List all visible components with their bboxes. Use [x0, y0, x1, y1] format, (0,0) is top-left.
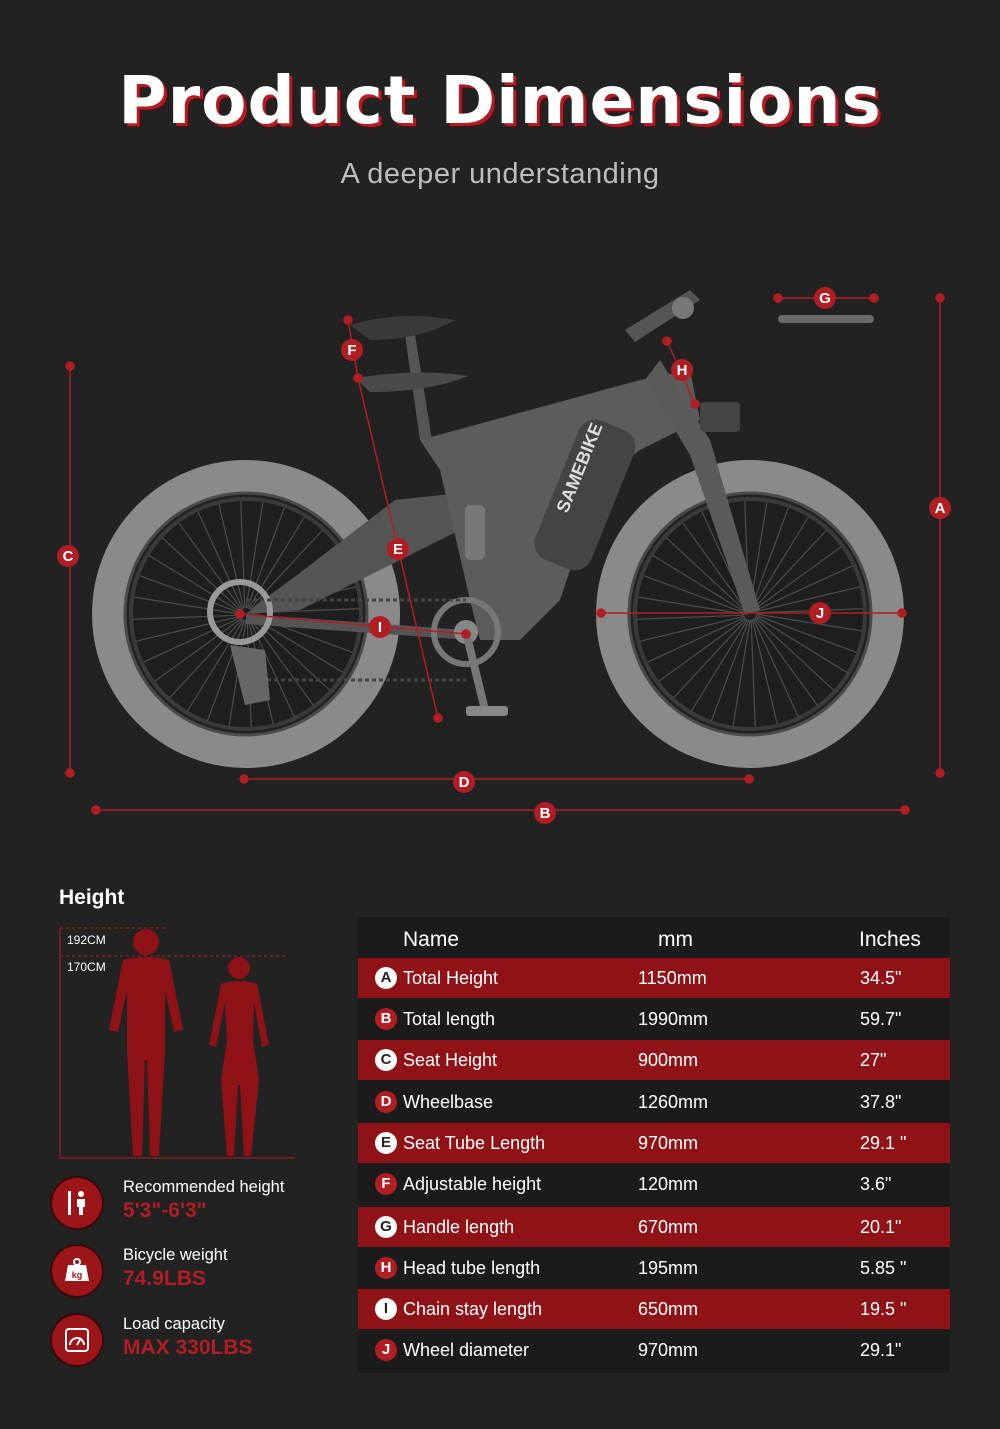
row-inches: 34.5": [860, 968, 902, 988]
svg-text:D: D: [458, 774, 470, 791]
row-name: Wheel diameter: [403, 1340, 530, 1360]
row-key-badge: J: [375, 1339, 397, 1361]
row-inches: 29.1 ": [860, 1133, 907, 1153]
row-key-badge: F: [375, 1173, 397, 1195]
marker-i: [369, 616, 391, 638]
row-name: Head tube length: [403, 1258, 541, 1278]
front-wheel: [613, 477, 887, 751]
stat-load-capacity: Load capacity MAX 330LBS: [52, 1315, 352, 1371]
marker-b: [534, 802, 556, 824]
man-figure: [109, 929, 183, 1156]
header-mm: mm: [658, 928, 693, 951]
stat-recommended-height: Recommended height 5'3"-6'3": [52, 1178, 352, 1234]
height-title: Height: [59, 886, 125, 909]
row-key-badge: A: [375, 967, 397, 989]
table-row: [358, 999, 950, 1039]
row-mm: 1260mm: [638, 1092, 709, 1112]
row-key-badge: H: [375, 1257, 397, 1279]
row-mm: 900mm: [638, 1050, 699, 1070]
marker-f: [341, 339, 363, 361]
handlebar-detail: [778, 315, 874, 323]
row-name: Handle length: [403, 1217, 515, 1237]
row-mm: 970mm: [638, 1133, 699, 1153]
row-key-badge: G: [375, 1216, 397, 1238]
marker-e: [387, 538, 409, 560]
row-inches: 5.85 ": [860, 1258, 907, 1278]
svg-text:kg: kg: [71, 1270, 83, 1280]
table-row: [358, 958, 950, 998]
row-key-badge: I: [375, 1298, 397, 1320]
page-subtitle: A deeper understanding: [340, 158, 660, 190]
row-mm: 1990mm: [638, 1009, 709, 1029]
row-inches: 19.5 ": [860, 1299, 907, 1319]
woman-figure: [209, 957, 269, 1156]
marker-g: [814, 287, 836, 309]
row-inches: 3.6": [860, 1174, 892, 1194]
stat-bicycle-weight: kg Bicycle weight 74.9LBS: [52, 1246, 352, 1302]
marker-d: [453, 771, 475, 793]
svg-text:G: G: [819, 290, 831, 307]
marker-h: [671, 359, 693, 381]
svg-text:A: A: [934, 500, 946, 517]
row-mm: 1150mm: [638, 968, 707, 988]
dimensions-table: [358, 917, 950, 1373]
header-inches: Inches: [859, 928, 921, 951]
row-inches: 29.1": [860, 1340, 902, 1360]
height-figures: [55, 920, 300, 1165]
row-mm: 120mm: [638, 1174, 699, 1194]
row-name: Seat Tube Length: [403, 1133, 546, 1153]
table-row: [358, 1289, 950, 1329]
table-header: [358, 917, 950, 957]
ruler-person-icon: [52, 1178, 102, 1228]
svg-text:H: H: [676, 362, 688, 379]
row-key-badge: E: [375, 1132, 397, 1154]
row-mm: 650mm: [638, 1299, 699, 1319]
table-row: [358, 1330, 950, 1370]
table-row: [358, 1207, 950, 1247]
page-title: Product Dimensions: [118, 62, 882, 139]
header-name: Name: [403, 928, 460, 951]
table-row: [358, 1123, 950, 1163]
row-name: Wheelbase: [403, 1092, 494, 1112]
table-row: [358, 1248, 950, 1288]
row-mm: 195mm: [638, 1258, 699, 1278]
tall-label: 192CM: [67, 933, 106, 947]
marker-c: [57, 545, 79, 567]
svg-text:F: F: [347, 342, 357, 359]
row-inches: 20.1": [860, 1217, 902, 1237]
row-name: Total length: [403, 1009, 496, 1029]
short-label: 170CM: [67, 960, 106, 974]
svg-text:B: B: [539, 805, 551, 822]
row-key-badge: D: [375, 1091, 397, 1113]
brand-text: SAMEBIKE: [552, 419, 607, 516]
bike-diagram: [0, 240, 1000, 840]
marker-j: [809, 602, 831, 624]
table-row: [358, 1040, 950, 1080]
row-inches: 59.7": [860, 1009, 902, 1029]
table-row: [358, 1082, 950, 1122]
svg-text:E: E: [392, 541, 404, 558]
marker-a: [929, 497, 951, 519]
table-row: [358, 1164, 950, 1204]
svg-text:I: I: [377, 619, 383, 636]
row-mm: 670mm: [638, 1217, 699, 1237]
svg-text:C: C: [62, 548, 74, 565]
row-name: Seat Height: [403, 1050, 498, 1070]
weight-kg-icon: [52, 1246, 102, 1296]
row-name: Adjustable height: [403, 1174, 542, 1194]
row-name: Total Height: [403, 968, 499, 988]
row-mm: 970mm: [638, 1340, 699, 1360]
svg-text:J: J: [815, 605, 825, 622]
row-key-badge: C: [375, 1049, 397, 1071]
gauge-icon: [52, 1315, 102, 1365]
row-inches: 37.8": [860, 1092, 902, 1112]
row-inches: 27": [860, 1050, 887, 1070]
row-name: Chain stay length: [403, 1299, 543, 1319]
row-key-badge: B: [375, 1008, 397, 1030]
